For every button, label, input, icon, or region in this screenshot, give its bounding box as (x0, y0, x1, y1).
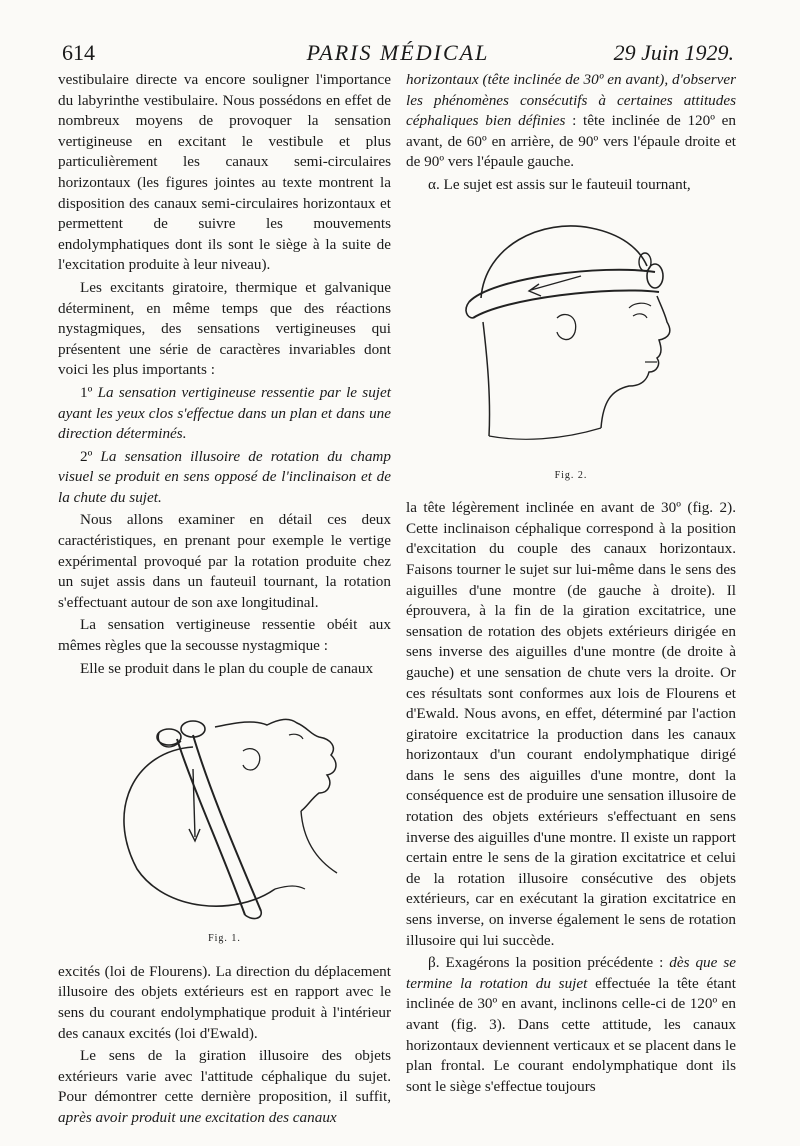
paragraph: α. Le sujet est assis sur le fauteuil tournant, (428, 175, 691, 193)
paragraph: β. Exagérons la position précédente : dès que se termine la rotation du sujet effectuée la tête étant inclinée de 30º en avant, inclinons celle-ci de 120º en avant (fig. 3). Dans cette attitude, les canaux horizontaux deviennent verticaux et se placent dans le plan frontal. Le courant endolymphatique dont ils sont le siège s'effectue toujours (406, 954, 737, 1095)
paragraph: la tête légèrement inclinée en avant de 30º (fig. 2). Cette inclinaison céphalique correspond à la position d'excitation du couple des canaux horizontaux. Faisons tourner le sujet sur lui-même dans le sens des aiguilles d'une montre (de gauche à droite). Il éprouvera, à la fin de la giration excitatrice, une sensation de rotation des objets extérieurs dirigée en sens inverse des aiguilles d'une montre (de droite à gauche) et une sensation de chute vers la droite. Or ces résultats sont conformes aux lois de Flourens et d'Ewald. Nous avons, en effet, déterminé par l'action giratoire excitatrice la production dans les canaux horizontaux d'un courant endolymphatique dirigé dans le sens des aiguilles d'une montre, dont la conséquence est de produire une sensation illusoire de rotation des objets extérieurs s'effectuant en sens inverse des aiguilles d'une montre. Il existe un rapport certain entre le sens de la giration excitatrice et celui de la rotation illusoire consécutive des objets extérieurs, car en exécutant la giration excitatrice en sens inverse, on inverse également le sens de rotation illusoire qui lui succède. (406, 499, 736, 949)
paragraph: Elle se produit dans le plan du couple de canaux (80, 659, 374, 677)
issue-date: 29 Juin 1929. (613, 40, 734, 65)
paragraph: excités (loi de Flourens). La direction du déplacement illusoire des objets extérieurs est en rapport avec le sens du courant endolymphatique produit à l'intérieur des canaux excités (loi d'Ewald). (58, 962, 391, 1042)
page-header (62, 40, 734, 66)
paragraph: horizontaux (tête inclinée de 30º en avant), d'observer les phénomènes consécutifs à certaines attitudes céphaliques bien définies : tête inclinée de 120º en avant, de 60º en arrière, de 90º vers l'épaule droite et de 90º vers l'épaule gauche. (406, 71, 736, 171)
paragraph: Les excitants giratoire, thermique et galvanique déterminent, en même temps que des réactions nystagmiques, des sensations vertigineuses qui présentent une série de caractères invariables dont voici les plus importants : (58, 278, 391, 379)
figure-1 (58, 689, 391, 950)
paragraph: Nous allons examiner en détail ces deux caractéristiques, en prenant pour exemple le vertige expérimental provoqué par la rotation produite chez un sujet assis dans un fauteuil tournant, la rotation s'effectuant autour de son axe longitudinal. (58, 511, 391, 611)
head-profile-illustration (461, 206, 681, 464)
journal-title: PARIS MÉDICAL (306, 40, 490, 65)
paragraph: Le sens de la giration illusoire des objets extérieurs varie avec l'attitude céphalique du sujet. Pour démontrer cette dernière proposition, il suffit, après avoir produit une excitation des canaux (58, 1047, 391, 1126)
numbered-point: 1º La sensation vertigineuse ressentie par le sujet ayant les yeux clos s'effectue dans un plan et dans une direction déterminés. (58, 383, 391, 443)
head-tilted-back-illustration (75, 689, 375, 927)
numbered-point: 2º La sensation illusoire de rotation du champ visuel se produit en sens opposé de l'inclinaison et de la chute du sujet. (58, 447, 391, 506)
paragraph: La sensation vertigineuse ressentie obéit aux mêmes règles que la secousse nystagmique : (58, 616, 391, 655)
right-column (406, 70, 736, 1097)
figure-caption: Fig. 1. (208, 933, 241, 945)
paragraph: vestibulaire directe va encore souligner l'importance du labyrinthe vestibulaire. Nous possédons en effet de nombreux moyens de provoquer la sensation vertigineuse en excitant le vestibule et plus particulièrement les canaux semi-circulaires horizontaux (les figures jointes au texte montrent la disposition des canaux semi-circulaires horizontaux et permettent de suivre les mouvements endolymphatiques dont ils sont le siège à la suite de l'excitation produite à leur niveau). (58, 71, 391, 274)
figure-2 (406, 206, 736, 487)
page-number: 614 (62, 40, 95, 65)
figure-caption: Fig. 2. (554, 469, 588, 481)
left-column (58, 70, 391, 1129)
